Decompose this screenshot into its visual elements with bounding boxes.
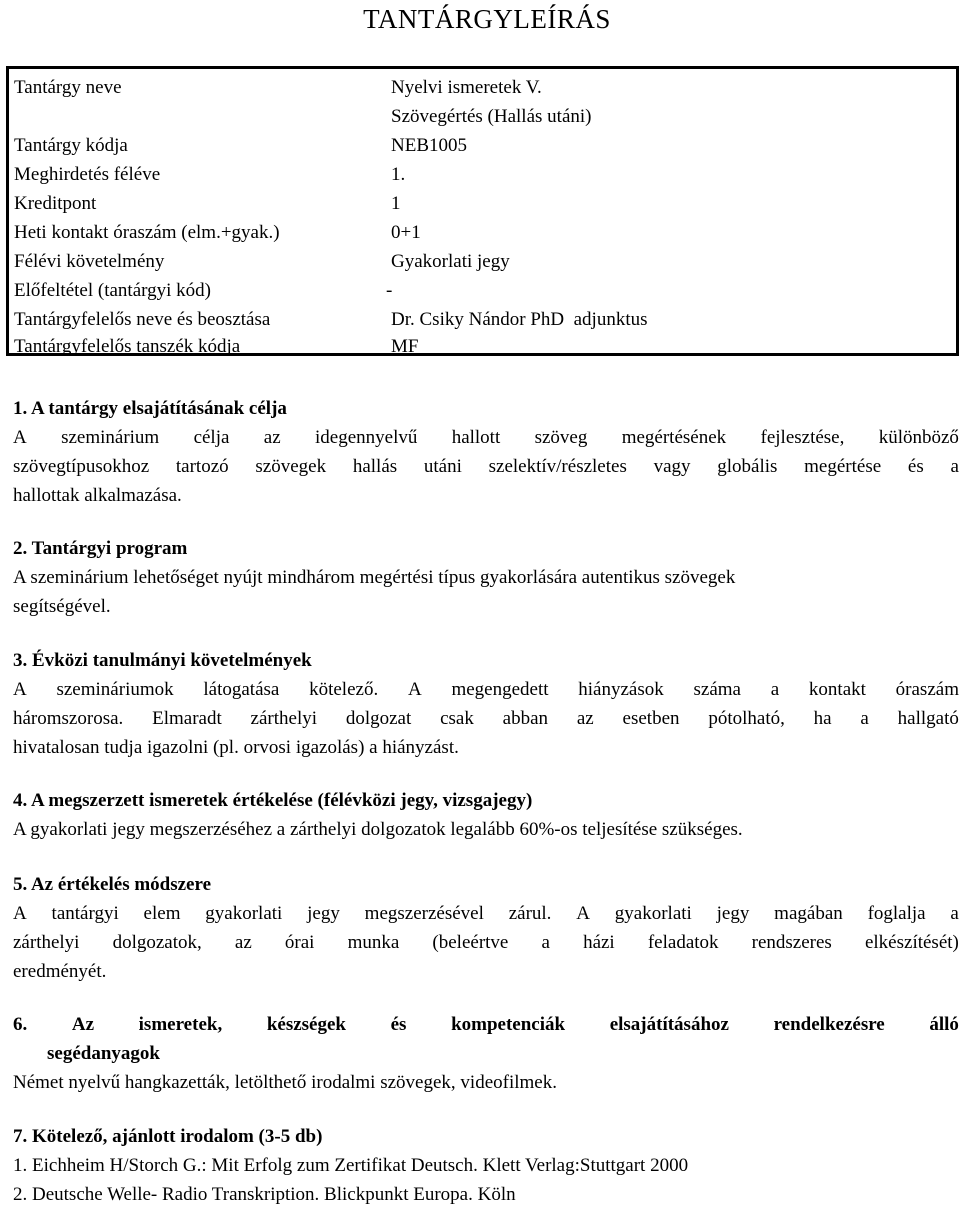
section-heading: 3. Évközi tanulmányi követelmények [13,650,312,671]
info-row-semester [9,160,956,189]
info-value: 1. [391,164,406,185]
info-row-requirement [9,247,956,276]
section-heading: 7. Kötelező, ajánlott irodalom (3-5 db) [13,1126,323,1147]
info-value: 0+1 [391,222,421,243]
info-label: Tantárgyfelelős tanszék kódja [14,336,241,357]
info-label: Tantárgy kódja [14,135,128,156]
info-value: Nyelvi ismeretek V. [391,77,542,98]
info-label: Tantárgy neve [14,77,122,98]
info-row-responsible [9,305,956,334]
info-label: Félévi követelmény [14,251,165,272]
paragraph-line: eredményét. [13,961,107,982]
section-goal [13,394,959,510]
paragraph-line: segítségével. [13,596,111,617]
section-heading: 4. A megszerzett ismeretek értékelése (félévközi jegy, vizsgajegy) [13,790,533,811]
info-row-credits [9,189,956,218]
paragraph-line: A szemináriumok látogatása kötelező. A megengedett hiányzások száma a kontakt óraszám [13,679,959,700]
info-row-prerequisite [9,276,956,305]
section-evaluation-method [13,870,959,986]
section-materials [13,1010,959,1097]
reference-item: 2. Deutsche Welle- Radio Transkription. Blickpunkt Europa. Köln [13,1184,516,1205]
section-heading: 5. Az értékelés módszere [13,874,212,895]
info-value: Gyakorlati jegy [391,251,510,272]
info-row-course-name [9,73,956,127]
info-row-department [9,332,956,361]
paragraph-line: Német nyelvű hangkazetták, letölthető irodalmi szövegek, videofilmek. [13,1072,557,1093]
info-label: Meghirdetés féléve [14,164,161,185]
section-heading: 1. A tantárgy elsajátításának célja [13,398,287,419]
paragraph-line: háromszorosa. Elmaradt zárthelyi dolgozat csak abban az esetben pótolható, ha a hallgató [13,708,959,729]
section-evaluation-type [13,786,959,844]
course-info-table [6,66,959,356]
info-label: Heti kontakt óraszám (elm.+gyak.) [14,222,280,243]
info-label: Kreditpont [14,193,97,214]
info-row-course-code [9,131,956,160]
section-heading-line2: segédanyagok [47,1043,160,1064]
paragraph-line: A tantárgyi elem gyakorlati jegy megszerzésével zárul. A gyakorlati jegy magában foglalja a [13,903,959,924]
info-value: - [386,280,393,301]
paragraph-line: szövegtípusokhoz tartozó szövegek hallás utáni szelektív/részletes vagy globális megértése és a [13,456,959,477]
reference-item: 1. Eichheim H/Storch G.: Mit Erfolg zum Zertifikat Deutsch. Klett Verlag:Stuttgart 2000 [13,1155,689,1176]
paragraph-line: A szeminárium célja az idegennyelvű hallott szöveg megértésének fejlesztése, különböző [13,427,959,448]
info-label: Előfeltétel (tantárgyi kód) [14,280,211,301]
info-value: MF [391,336,419,357]
section-heading: 2. Tantárgyi program [13,538,188,559]
paragraph-line: zárthelyi dolgozatok, az órai munka (beleértve a házi feladatok rendszeres elkészítését) [13,932,959,953]
section-program [13,534,959,621]
document-title: TANTÁRGYLEÍRÁS [363,4,611,34]
section-requirements [13,646,959,762]
info-value: NEB1005 [391,135,467,156]
info-value: Dr. Csiky Nándor PhD adjunktus [391,309,648,330]
info-label: Tantárgyfelelős neve és beosztása [14,309,271,330]
info-row-weekly-hours [9,218,956,247]
paragraph-line: A szeminárium lehetőséget nyújt mindhárom megértési típus gyakorlására autentikus szövegek [13,567,736,588]
section-heading: 6. Az ismeretek, készségek és kompetenciák elsajátításához rendelkezésre álló [13,1014,959,1035]
paragraph-line: hivatalosan tudja igazolni (pl. orvosi igazolás) a hiányzást. [13,737,459,758]
info-value: 1 [391,193,401,214]
paragraph-line: A gyakorlati jegy megszerzéséhez a zárthelyi dolgozatok legalább 60%-os teljesítése szükséges. [13,819,743,840]
info-value-line2: Szövegértés (Hallás utáni) [391,106,592,127]
paragraph-line: hallottak alkalmazása. [13,485,182,506]
section-literature [13,1122,959,1209]
